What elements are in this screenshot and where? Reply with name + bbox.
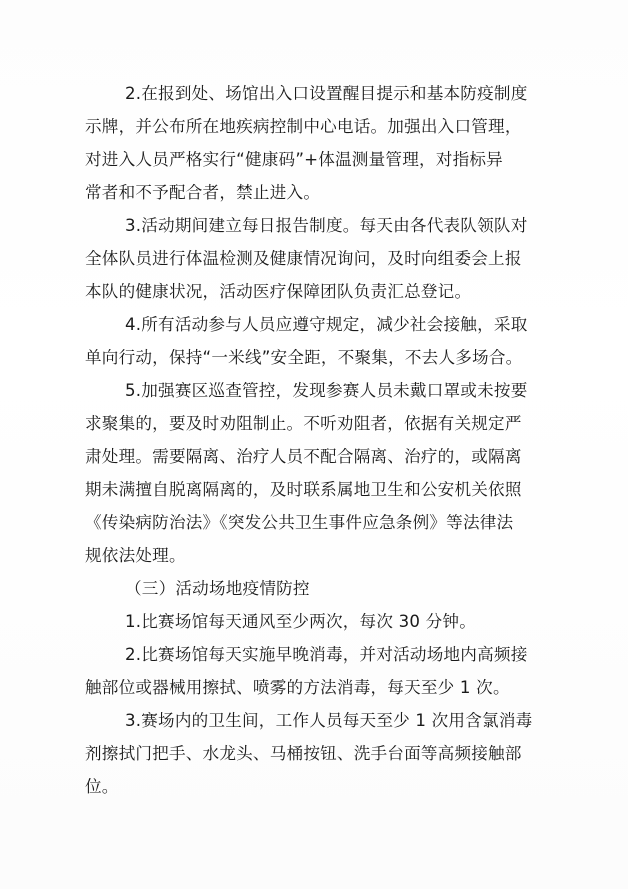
text-line: 示牌，并公布所在地疾病控制中心电话。加强出入口管理， (85, 117, 522, 136)
text-line: 3.活动期间建立每日报告制度。每天由各代表队领队对 (125, 216, 528, 235)
text-line: 5.加强赛区巡查管控，发现参赛人员未戴口罩或未按要 (125, 381, 528, 400)
text-line: 2.比赛场馆每天实施早晚消毒，并对活动场地内高频接 (125, 645, 528, 664)
text-line: 全体队员进行体温检测及健康情况询问，及时向组委会上报 (85, 249, 522, 268)
text-line: 肃处理。需要隔离、治疗人员不配合隔离、治疗的，或隔离 (85, 447, 522, 466)
text-line: 对进入人员严格实行“健康码”+体温测量管理，对指标异 (85, 150, 503, 169)
section-heading: （三）活动场地疫情防控 (125, 579, 310, 598)
text-line: 4.所有活动参与人员应遵守规定，减少社会接触，采取 (125, 315, 528, 334)
text-line: 1.比赛场馆每天通风至少两次，每次 30 分钟。 (125, 612, 476, 631)
text-line: 3.赛场内的卫生间，工作人员每天至少 1 次用含氯消毒 (125, 711, 533, 730)
text-line: 本队的健康状况，活动医疗保障团队负责汇总登记。 (85, 282, 472, 301)
text-line: 2.在报到处、场馆出入口设置醒目提示和基本防疫制度 (125, 84, 528, 103)
text-line: 求聚集的，要及时劝阻制止。不听劝阻者，依据有关规定严 (85, 414, 522, 433)
text-line: 期未满擅自脱离隔离的，及时联系属地卫生和公安机关依照 (85, 480, 522, 499)
text-line: 触部位或器械用擦拭、喷雾的方法消毒，每天至少 1 次。 (85, 678, 510, 697)
text-line: 单向行动，保持“一米线”安全距，不聚集，不去人多场合。 (85, 348, 523, 367)
text-line: 《传染病防治法》《突发公共卫生事件应急条例》等法律法 (85, 513, 514, 532)
text-line: 常者和不予配合者，禁止进入。 (85, 183, 321, 202)
text-line: 剂擦拭门把手、水龙头、马桶按钮、洗手台面等高频接触部 (85, 744, 522, 763)
text-line: 位。 (85, 777, 119, 796)
text-line: 规依法处理。 (85, 546, 186, 565)
